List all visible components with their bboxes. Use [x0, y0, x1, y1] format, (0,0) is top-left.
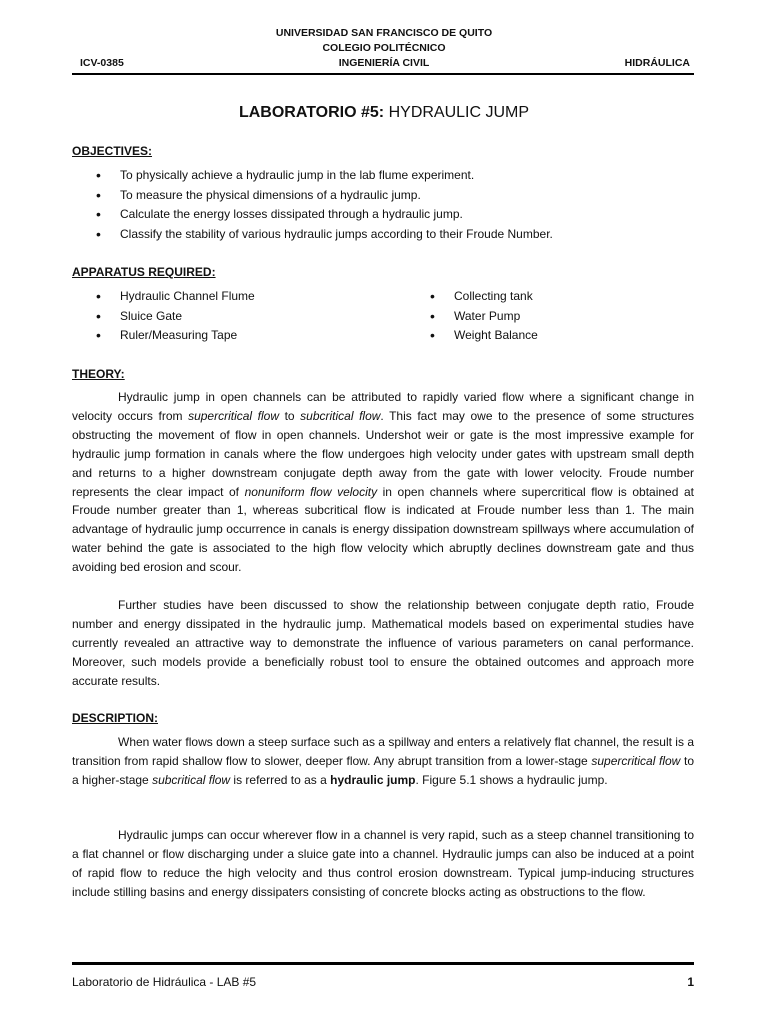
text-run: in open channels where supercritical flow is obtained at Froude number greater than 1, whereas subcritical flow is indicated at Froude number less than 1. The main advantage of hydraulic jump occurrence in canals is energy dissipation downstream spillways where accumulation of water behind the gate is associated to the high flow velocity which abruptly declines downstream gate and thus avoiding bed erosion and scour.	[72, 484, 694, 575]
text-run: When water flows down a steep surface such as a spillway and enters a relatively flat channel, the result is a transition from rapid shallow flow to slower, deeper flow. Any abrupt transition from a lower-stage	[72, 735, 694, 768]
text-run: Hydraulic jump in open channels can be attributed to rapidly varied flow where a significant change in velocity occurs from	[72, 390, 694, 423]
list-item: • Water Pump	[406, 307, 538, 327]
list-item: • To physically achieve a hydraulic jump in the lab flume experiment.	[72, 166, 553, 186]
theory-paragraph-2: Further studies have been discussed to show the relationship between conjugate depth ratio, Froude number and energy dissipated in the hydraulic jump. Mathematical models based on experimental studies have currently revealed an attractive way to demonstrate the influence of various parameters on canal performance. Moreover, such models provide a beneficially robust tool to ensure the obtained outcomes and approach more accurate results.	[72, 598, 694, 688]
apparatus-heading: APPARATUS REQUIRED:	[72, 265, 216, 279]
title-name: HYDRAULIC JUMP	[388, 104, 530, 121]
text-run-italic: supercritical flow	[188, 408, 279, 423]
list-item: • Hydraulic Channel Flume	[72, 287, 255, 307]
text-run-italic: subcritical flow	[152, 772, 231, 787]
description-paragraph-2: Hydraulic jumps can occur wherever flow in a channel is very rapid, such as a steep channel transitioning to a flat channel or flow discharging under a sluice gate into a channel. Hydraulic jumps can also be induced at a point of rapid flow to reduce the high velocity and thus control erosion downstream. Typical jump-inducing structures include stilling basins and energy dissipaters consisting of concrete blocks acting as obstructions to the flow.	[72, 828, 694, 899]
objectives-heading: OBJECTIVES:	[72, 144, 153, 158]
text-run: to a higher-stage	[72, 753, 694, 787]
description-heading: DESCRIPTION:	[72, 711, 159, 725]
list-item: • To measure the physical dimensions of a hydraulic jump.	[72, 186, 553, 206]
list-item: • Classify the stability of various hydraulic jumps according to their Froude Number.	[72, 225, 553, 245]
objectives-list	[72, 166, 553, 245]
subject-name: HIDRÁULICA	[624, 57, 690, 69]
college-name: COLEGIO POLITÉCNICO	[322, 42, 446, 54]
apparatus-list-right	[406, 287, 538, 346]
list-item: • Weight Balance	[406, 326, 538, 346]
text-run-italic: supercritical flow	[591, 753, 681, 768]
list-item: • Sluice Gate	[72, 307, 255, 327]
footer-label: Laboratorio de Hidráulica - LAB #5	[72, 975, 257, 989]
page-number: 1	[687, 975, 694, 989]
text-run: . This fact may owe to the presence of some structures obstructing the movement of flow in open channels. Undershot weir or gate is the most impressive example for hydraulic jump formation in canals where the flow undergoes high velocity under gates with upstream small depth and returns to a higher downstream conjugate depth away from the gate with lower velocity. Froude number represents the clear impact of	[72, 408, 694, 499]
list-item: • Calculate the energy losses dissipated through a hydraulic jump.	[72, 205, 553, 225]
course-code: ICV-0385	[80, 57, 124, 69]
header-rule	[72, 73, 694, 75]
footer-rule	[72, 962, 694, 965]
theory-heading: THEORY:	[72, 367, 125, 381]
page-title	[0, 104, 768, 122]
university-name: UNIVERSIDAD SAN FRANCISCO DE QUITO	[275, 27, 493, 39]
text-run-italic: subcritical flow	[300, 408, 381, 423]
text-run-italic: nonuniform flow velocity	[244, 484, 378, 499]
theory-paragraph-1	[72, 388, 694, 577]
title-prefix: LABORATORIO #5:	[238, 104, 385, 121]
text-run: . Figure 5.1 shows a hydraulic jump.	[415, 772, 608, 787]
apparatus-list-left	[72, 287, 255, 346]
list-item: • Collecting tank	[406, 287, 538, 307]
list-item: • Ruler/Measuring Tape	[72, 326, 255, 346]
text-run: is referred to as a	[230, 772, 331, 787]
description-paragraph-1	[72, 733, 694, 790]
text-run: to	[279, 408, 301, 423]
text-run-bold: hydraulic jump	[330, 772, 416, 787]
department-name: INGENIERÍA CIVIL	[338, 57, 430, 69]
